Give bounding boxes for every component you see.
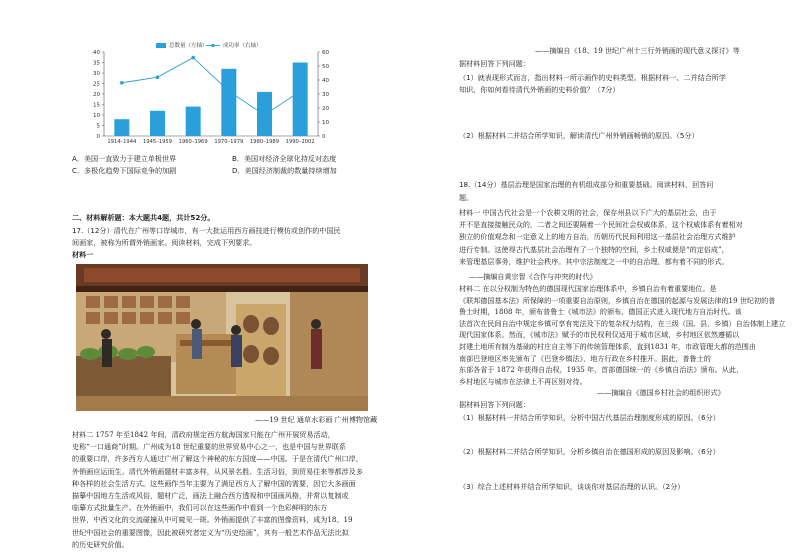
- option-d: D．美国经济制裁的数量持续增加: [232, 166, 337, 175]
- q17-sub1-line1: （1）就表现形式而言，指出材料一所示画作的史料类型。根据材料一、二并结合所学: [459, 73, 726, 82]
- x-tick-label: 1914–1944: [107, 139, 137, 145]
- y-tick-label-right: 10: [322, 120, 329, 126]
- q18-material2-line: 法首次在民间自治中规定乡镇可享有宪法及下的复杂权力结构，在三级（国、县、乡镇）自治体制上建立: [459, 318, 786, 328]
- legend-line-marker: [211, 44, 214, 47]
- q18-material2-source: ——摘编自《德国乡村社会的组织形式》: [597, 388, 725, 397]
- material1-label: 材料一: [72, 250, 94, 259]
- legend-bar-swatch: [156, 43, 166, 48]
- q18-sub3: （3）综合上述材料并结合所学知识，谈谈你对基层治理的认识。（2分）: [459, 482, 685, 491]
- material2-line: 史称“一口通商”时期。广州成为18 世纪重要的世界贸易中心之一，也是中国与世界联系: [72, 442, 346, 452]
- material2-line: 临摹方式批量生产。在外销画中，我们可以在这些画作中看到一个色彩鲜明的东方: [72, 503, 328, 513]
- q18-material2-line: 南部巴登地区率先颁布了《巴登乡镇法》，地方行政在乡村推开。据此，普鲁士的: [459, 353, 711, 363]
- y-tick-label-left: 5: [96, 123, 100, 130]
- export-painting-image: [76, 264, 368, 411]
- y-tick-label-left: 10: [93, 113, 100, 119]
- y-tick-label-left: 15: [93, 102, 100, 109]
- line-point: [263, 113, 267, 117]
- q17-prompt: 据材料回答下列问题：: [459, 59, 530, 68]
- option-b: B．美国对经济全球化持反对态度: [232, 154, 337, 163]
- line-point: [156, 75, 160, 79]
- y-tick-label-right: 60: [322, 50, 329, 56]
- y-tick-label-left: 25: [93, 81, 100, 88]
- bar: [186, 107, 201, 136]
- legend-line-label: 成功率（右轴）: [223, 43, 262, 49]
- x-tick-label: 1980–1989: [250, 139, 279, 145]
- source-line: ——摘编自《18、19 世纪广州十三行外销画的现代意义探讨》等: [535, 46, 740, 55]
- option-c: C．多极化趋势下国际竞争的加剧: [72, 166, 177, 175]
- material2-line: 材料二 1757 年至1842 年间，清政府规定西方航海国家只能在广州开展贸易活动，: [72, 430, 335, 439]
- q18-material2-line: 鲁士时期，1808 年，颁布普鲁士《城市法》的颁布，德国正式进入现代地方自治时代。该: [459, 307, 742, 317]
- q18-material1-source: ——摘编自黄宗智《合作与冲突的时代》: [469, 272, 597, 281]
- x-tick-label: 1970–1979: [214, 139, 244, 145]
- material2-line: 的历史研究价值。: [72, 539, 129, 549]
- q18-material1-line: 并不是直接接触民众的，二者之间还要隔着一个民间社会权威体系，这个权威体系有着相对: [459, 220, 743, 230]
- q18-material1-line: 独立的价值观念和一定意义上的地方自治，历朝历代民间利用这一基层社会治理方式维护: [459, 232, 736, 242]
- q17-sub2: （2）根据材料二并结合所学知识，解读清代广州外销画畅销的原因。（5分）: [459, 131, 699, 140]
- q18-material2-line: 现代国家体系。然而，《城市法》赋予的市民权利仅适用于城市区域，乡村地区依然遵循以: [459, 330, 740, 340]
- bar: [150, 111, 165, 136]
- q18-material2-line: 封建土地所有制为基础的村庄自主等下的传统管理体系，直到1831 年，市政管理大都的范围由: [459, 342, 756, 351]
- y-tick-label-right: 40: [322, 78, 329, 84]
- q18-material2-line: 乡村地区与城市在法律上不再区别对待。: [459, 376, 587, 386]
- section-heading: 二、材料解析题：本大题共4题，共计52分。: [72, 213, 215, 222]
- bar: [114, 119, 129, 136]
- q18-prompt: 据材料回答下列问题：: [459, 400, 530, 409]
- material2-line: 世纪中国社会的重要图像，因此被研究者定义为“历史绘画”，其有一般艺术作品无法比拟: [72, 527, 349, 537]
- material2-line: 外销画应运而生。清代外销画题材丰富多样，从风景名胜、生活习俗，到贸易往来等都涉及多: [72, 466, 363, 476]
- q18-stem-line2: 题。: [459, 193, 474, 202]
- q18-material2-line: 《联邦德国基本法》所保障的一项重要自治原则，乡镇自治在德国的起源与发展法律的19 世纪初的普: [459, 295, 776, 305]
- x-tick-label: 1945–1959: [143, 139, 172, 145]
- painting-caption: ——19 世纪 通草水彩画 广州博物馆藏: [255, 415, 378, 424]
- legend-bar-label: 总数量（左轴）: [169, 43, 208, 49]
- bar: [221, 69, 236, 136]
- q18-material2-line: 材料二 在以分权制为特色的德国现代国家治理体系中，乡镇自治有着重要地位。是: [459, 284, 717, 293]
- q18-stem-line1: 18.（14分）基层治理是国家治理的有机组成部分和重要基础。阅读材料，回答问: [459, 180, 714, 189]
- material2-line: 描摹中国地方生活或风俗，题材广泛，画法上融合西方透视和中国画风格，并常以复制或: [72, 491, 349, 500]
- y-tick-label-right: 0: [322, 134, 326, 140]
- y-tick-label-left: 20: [93, 92, 100, 98]
- y-tick-label-right: 20: [322, 106, 329, 112]
- line-series: [122, 58, 300, 115]
- y-tick-label-left: 40: [93, 50, 100, 56]
- material2-line: 种各样的社会生活方式。这些画作当年主要为了满足西方人了解中国的需要，因它大多画面: [72, 478, 356, 488]
- q17-sub1-line2: 知识，你如何看待清代外销画的史料价值？（7分）: [459, 85, 620, 94]
- right-column: [397, 0, 794, 560]
- x-tick-label: 1990–2002: [285, 139, 315, 145]
- y-tick-label-left: 0: [96, 134, 100, 140]
- q18-sub2: （2）根据材料二并结合所学知识，分析乡镇自治在德国形成的原因及影响。（6分）: [459, 447, 720, 456]
- q18-material2-line: 东部各省于 1872 年获得自治权，1935 年，首部德国统一的《乡镇自治法》颁布。从此，: [459, 365, 744, 375]
- line-point: [298, 89, 302, 93]
- y-tick-label-left: 30: [93, 71, 100, 77]
- material2-line: 世界，中西文化的交流碰撞从中可窥见一斑。外销画提供了丰富的图像资料，成为18、19: [72, 515, 353, 525]
- y-tick-label-left: 35: [93, 60, 100, 67]
- q18-sub1: （1）根据材料一并结合所学知识，分析中国古代基层治理制度形成的原因。（6分）: [459, 413, 720, 422]
- line-point: [191, 56, 195, 60]
- line-point: [120, 81, 124, 85]
- q17-stem-line2: 间画家，被称为所谓外销画家。阅读材料，完成下列要求。: [72, 238, 257, 247]
- x-tick-label: 1960–1969: [178, 139, 208, 145]
- option-a: A．美国一直致力于建立单极世界: [72, 154, 177, 163]
- q18-material1-line: 进行专制。这使得古代基层社会治理有了一个独特的空间，乡土权威便是“的定俗成”，: [459, 244, 729, 254]
- bar: [293, 63, 308, 137]
- q18-material1-line: 来管理基层事务，维护社会秩序。其中宗法制度之一中的自治理，都有着不同的形式。: [459, 256, 729, 266]
- q17-stem-line1: 17.（12分）清代在广州等口岸城市，有一大批运用西方画技进行模仿或创作的中国民: [72, 226, 341, 235]
- y-tick-label-right: 50: [322, 64, 329, 70]
- material2-line: 的重要口岸，许多西方人通过广州了解这个神秘的东方国度——中国。于是在清代广州口岸，: [72, 454, 363, 464]
- line-point: [227, 89, 231, 93]
- bar-line-chart: [60, 40, 360, 150]
- y-tick-label-right: 30: [322, 92, 329, 98]
- q18-material1-line: 材料一 中国古代社会是一个农耕文明的社会，保存州县以下广大的基层社会，由于: [459, 208, 717, 217]
